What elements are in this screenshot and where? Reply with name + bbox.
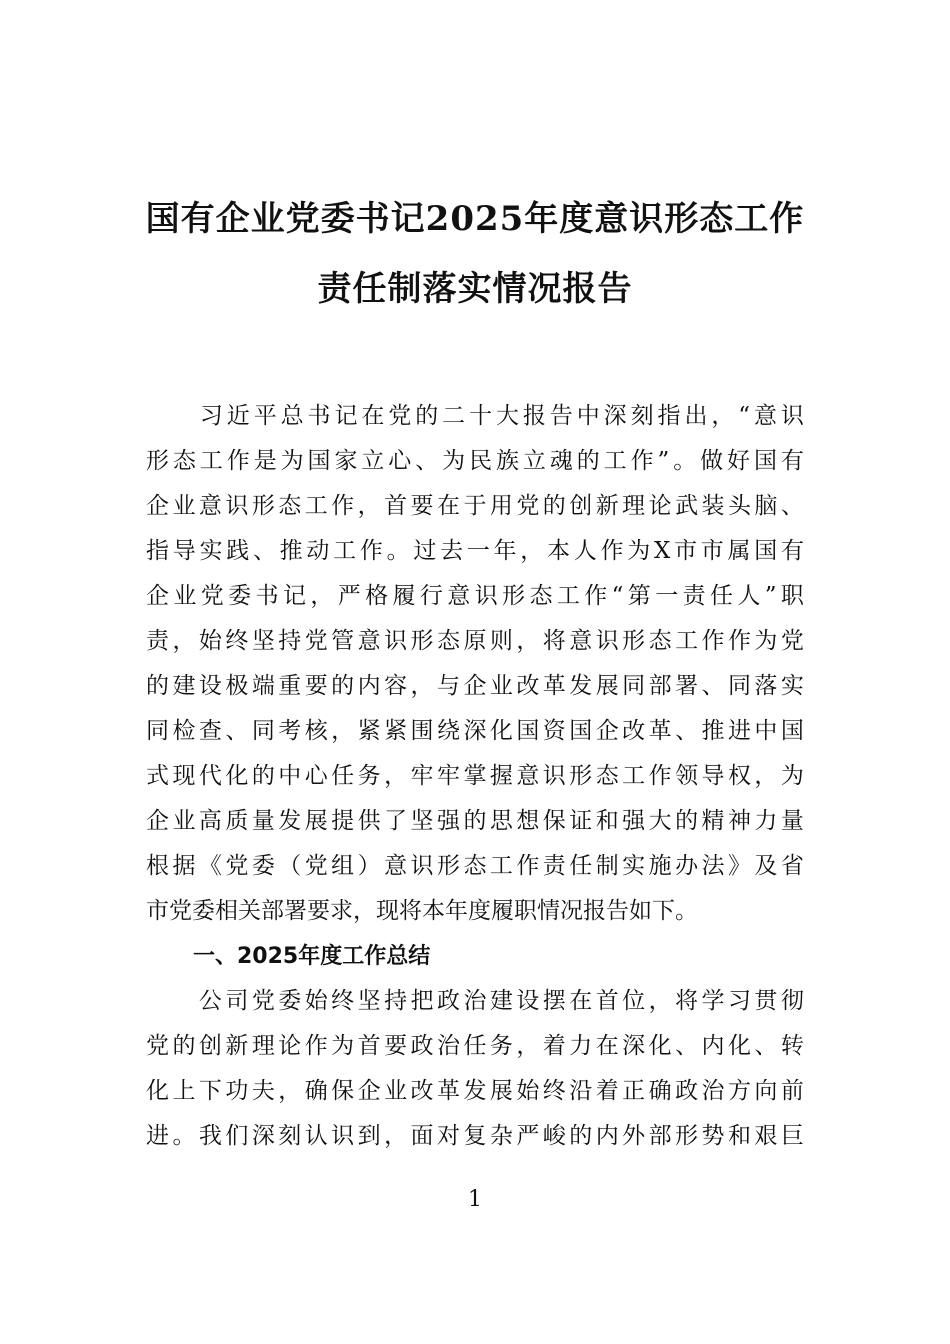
text-line: 市党委相关部署要求，现将本年度履职情况报告如下。 bbox=[146, 898, 698, 924]
text-line: 式 现 代 化 的 中 心 任 务 ， 牢 牢 掌 握 意 识 形 态 工 作 领 导 权 ， 为 bbox=[146, 763, 804, 789]
text-line: 责 ， 始 终 坚 持 党 管 意 识 形 态 原 则 ， 将 意 识 形 态 工 作 作 为 党 bbox=[146, 628, 804, 654]
page-number: 1 bbox=[468, 1187, 482, 1212]
text-line: 形 态 工 作 是 为 国 家 立 心 、 为 民 族 立 魂 的 工 作 ” 。 做 好 国 有 bbox=[146, 448, 804, 474]
text-line: 化 上 下 功 夫 ， 确 保 企 业 改 革 发 展 始 终 沿 着 正 确 政 治 方 向 前 bbox=[146, 1078, 804, 1104]
text-line: 的 建 设 极 端 重 要 的 内 容 ， 与 企 业 改 革 发 展 同 部 署 、 同 落 实 bbox=[146, 673, 804, 699]
text-line: 企 业 意 识 形 态 工 作 ， 首 要 在 于 用 党 的 创 新 理 论 武 装 头 脑 、 bbox=[146, 493, 804, 519]
title-line-2: 责任制落实情况报告 bbox=[317, 269, 633, 309]
text-line: 指 导 实 践 、 推 动 工 作 。 过 去 一 年 ， 本 人 作 为 X 市 市 属 国 有 bbox=[146, 538, 804, 564]
text-line: 党 的 创 新 理 论 作 为 首 要 政 治 任 务 ， 着 力 在 深 化 、 内 化 、 转 bbox=[146, 1033, 804, 1059]
text-line: 企 业 高 质 量 发 展 提 供 了 坚 强 的 思 想 保 证 和 强 大 的 精 神 力 量 bbox=[146, 808, 804, 834]
text-line: 根 据 《 党 委 （ 党 组 ） 意 识 形 态 工 作 责 任 制 实 施 办 法 》 及 省 bbox=[146, 853, 804, 879]
title-line-1: 国有企业党委书记2025年度意识形态工作 bbox=[145, 199, 805, 239]
text-line: 同 检 查 、 同 考 核 ， 紧 紧 围 绕 深 化 国 资 国 企 改 革 、 推 进 中 国 bbox=[146, 718, 804, 744]
text-line: 习 近 平 总 书 记 在 党 的 二 十 大 报 告 中 深 刻 指 出 ， “ 意 识 bbox=[199, 403, 804, 429]
section-heading: 一、2025年度工作总结 bbox=[193, 944, 431, 969]
text-line: 企 业 党 委 书 记 ， 严 格 履 行 意 识 形 态 工 作 “ 第 一 责 任 人 ” 职 bbox=[146, 583, 804, 609]
text-line: 进 。 我 们 深 刻 认 识 到 ， 面 对 复 杂 严 峻 的 内 外 部 形 势 和 艰 巨 bbox=[146, 1123, 804, 1149]
text-line: 公 司 党 委 始 终 坚 持 把 政 治 建 设 摆 在 首 位 ， 将 学 习 贯 彻 bbox=[198, 988, 804, 1014]
